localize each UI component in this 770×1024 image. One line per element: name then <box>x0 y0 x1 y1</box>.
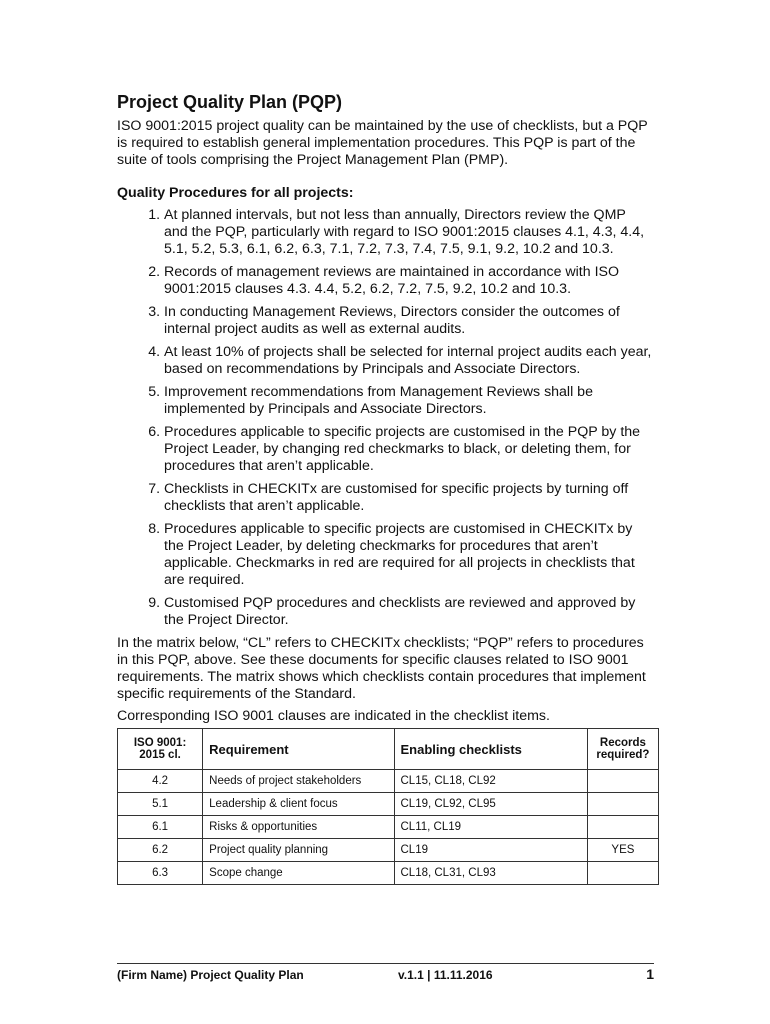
cell-requirement: Needs of project stakeholders <box>203 770 394 793</box>
table-header-row <box>118 729 659 770</box>
cell-requirement: Risks & opportunities <box>203 816 394 839</box>
cell-records <box>587 862 658 885</box>
cell-checklists: CL19, CL92, CL95 <box>394 793 587 816</box>
list-item: 6. Procedures applicable to specific projects are customised in the PQP by the Project Leader, by changing red checkmarks to black, or deleting them, for procedures that aren’t applicable. <box>164 424 652 475</box>
page-footer <box>117 963 654 986</box>
cell-checklists: CL19 <box>394 839 587 862</box>
table-row <box>118 770 659 793</box>
list-item: 2. Records of management reviews are maintained in accordance with ISO 9001:2015 clauses 4.3. 4.4, 5.2, 6.2, 7.2, 7.5, 9.2, 10.2 and 10.3. <box>164 264 652 298</box>
list-item: 9. Customised PQP procedures and checklists are reviewed and approved by the Project Director. <box>164 595 652 629</box>
cell-clause: 6.1 <box>118 816 203 839</box>
procedures-list <box>117 207 652 629</box>
table-row <box>118 793 659 816</box>
header-records-required: Records required? <box>587 729 658 770</box>
matrix-note: Corresponding ISO 9001 clauses are indicated in the checklist items. <box>117 708 550 724</box>
list-item: 5. Improvement recommendations from Management Reviews shall be implemented by Principals and Associate Directors. <box>164 384 652 418</box>
intro-paragraph: ISO 9001:2015 project quality can be maintained by the use of checklists, but a PQP is required to establish general implementation procedures. This PQP is part of the suite of tools comprising the Project Management Plan (PMP). <box>117 118 648 168</box>
footer-version-date: v.1.1 | 11.11.2016 <box>398 968 493 982</box>
cell-requirement: Project quality planning <box>203 839 394 862</box>
document-body <box>117 91 652 885</box>
table-row <box>118 816 659 839</box>
cell-records: YES <box>587 839 658 862</box>
header-requirement: Requirement <box>203 729 394 770</box>
cell-checklists: CL18, CL31, CL93 <box>394 862 587 885</box>
list-item: 3. In conducting Management Reviews, Directors consider the outcomes of internal project audits as well as external audits. <box>164 304 652 338</box>
footer-page-number: 1 <box>646 966 654 982</box>
cell-checklists: CL15, CL18, CL92 <box>394 770 587 793</box>
cell-clause: 6.2 <box>118 839 203 862</box>
header-enabling-checklists: Enabling checklists <box>394 729 587 770</box>
list-item: 8. Procedures applicable to specific projects are customised in CHECKITx by the Project Leader, by deleting checkmarks for procedures that aren’t applicable. Checkmarks in red are required for all projects in checklists that are required. <box>164 521 652 589</box>
requirements-matrix-table <box>117 728 659 885</box>
list-item: 4. At least 10% of projects shall be selected for internal project audits each year, based on recommendations by Principals and Associate Directors. <box>164 344 652 378</box>
cell-records <box>587 793 658 816</box>
table-row <box>118 839 659 862</box>
procedures-heading: Quality Procedures for all projects: <box>117 185 354 201</box>
list-item: 7. Checklists in CHECKITx are customised for specific projects by turning off checklists that aren’t applicable. <box>164 481 652 515</box>
cell-records <box>587 770 658 793</box>
header-iso-clause: ISO 9001: 2015 cl. <box>118 729 203 770</box>
cell-requirement: Scope change <box>203 862 394 885</box>
page-title: Project Quality Plan (PQP) <box>117 92 343 112</box>
footer-document-name: (Firm Name) Project Quality Plan <box>117 968 304 982</box>
list-item: 1. At planned intervals, but not less than annually, Directors review the QMP and the PQP, particularly with regard to ISO 9001:2015 clauses 4.1, 4.3, 4.4, 5.1, 5.2, 5.3, 6.1, 6.2, 6.3, 7.1, 7.2, 7.3, 7.4, 7.5, 9.1, 9.2, 10.2 and 10.3. <box>164 207 652 258</box>
matrix-intro-paragraph: In the matrix below, “CL” refers to CHECKITx checklists; “PQP” refers to procedures in this PQP, above. See these documents for specific clauses related to ISO 9001 requirements. The matrix shows which checklists contain procedures that implement specific requirements of the Standard. <box>117 635 646 702</box>
cell-clause: 5.1 <box>118 793 203 816</box>
cell-clause: 6.3 <box>118 862 203 885</box>
table-row <box>118 862 659 885</box>
cell-checklists: CL11, CL19 <box>394 816 587 839</box>
cell-clause: 4.2 <box>118 770 203 793</box>
cell-requirement: Leadership & client focus <box>203 793 394 816</box>
cell-records <box>587 816 658 839</box>
